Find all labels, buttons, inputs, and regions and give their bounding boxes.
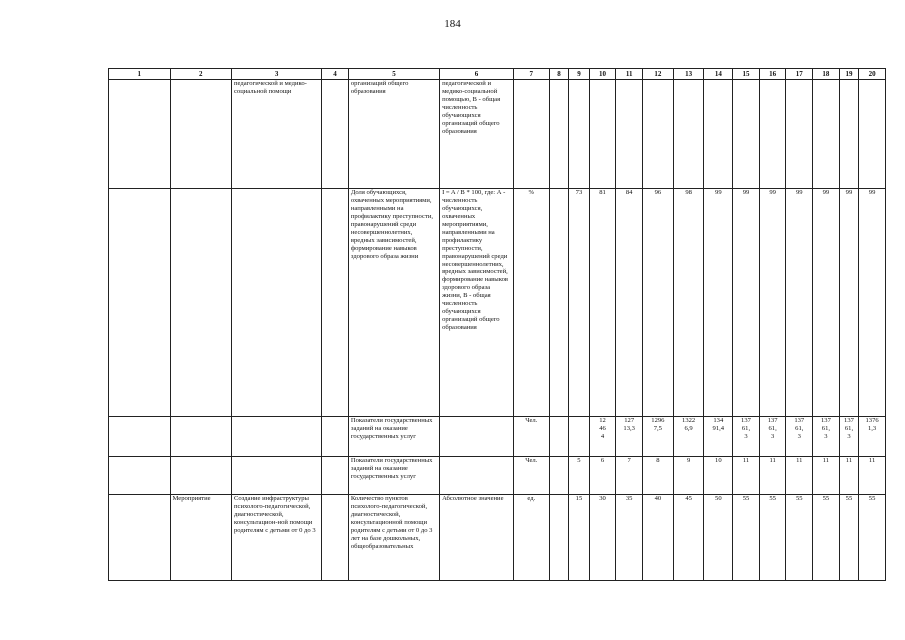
table-cell-c4	[322, 495, 349, 581]
value-cell: 99	[839, 189, 858, 417]
table-cell-c4	[322, 189, 349, 417]
value-cell	[704, 80, 733, 189]
value-cell: 1322 6,9	[673, 417, 704, 457]
table-cell-c5: Количество пунктов психолого-педагогической, диагностической, консультационной помощи родителям с детьми от 0 до 3 лет на базе дошкольных, общеобразовательных	[348, 495, 439, 581]
value-cell	[549, 457, 568, 495]
table-body	[109, 80, 886, 581]
value-cell: 73	[569, 189, 590, 417]
table-cell-c2	[170, 457, 232, 495]
value-cell: 11	[786, 457, 813, 495]
col-header: 20	[859, 69, 886, 80]
value-cell: 11	[813, 457, 840, 495]
table-cell-c1	[109, 495, 171, 581]
table-cell-c5: организаций общего образования	[348, 80, 439, 189]
value-cell: 55	[759, 495, 786, 581]
col-header: 17	[786, 69, 813, 80]
value-cell	[786, 80, 813, 189]
value-cell: 81	[589, 189, 616, 417]
value-cell: 15	[569, 495, 590, 581]
table-cell-c1	[109, 417, 171, 457]
table-cell-c4	[322, 417, 349, 457]
value-cell: 55	[733, 495, 760, 581]
col-header: 15	[733, 69, 760, 80]
col-header: 9	[569, 69, 590, 80]
table-cell-c4	[322, 80, 349, 189]
value-cell: 55	[839, 495, 858, 581]
header-row	[109, 69, 886, 80]
value-cell: 1296 7,5	[642, 417, 673, 457]
value-cell: 99	[704, 189, 733, 417]
col-header: 6	[440, 69, 514, 80]
value-cell	[859, 80, 886, 189]
value-cell: 137 61, 3	[813, 417, 840, 457]
value-cell: 10	[704, 457, 733, 495]
value-cell	[616, 80, 643, 189]
value-cell: 8	[642, 457, 673, 495]
indicator-table	[108, 68, 886, 581]
col-header: 18	[813, 69, 840, 80]
col-header: 11	[616, 69, 643, 80]
value-cell: 40	[642, 495, 673, 581]
col-header: 8	[549, 69, 568, 80]
table-cell-c1	[109, 457, 171, 495]
value-cell: 9	[673, 457, 704, 495]
value-cell	[733, 80, 760, 189]
value-cell: 11	[733, 457, 760, 495]
table-cell-c6	[440, 457, 514, 495]
value-cell: 1376 1,3	[859, 417, 886, 457]
value-cell: 99	[813, 189, 840, 417]
col-header: 1	[109, 69, 171, 80]
value-cell	[642, 80, 673, 189]
value-cell	[813, 80, 840, 189]
value-cell	[549, 417, 568, 457]
value-cell: 99	[733, 189, 760, 417]
value-cell: 98	[673, 189, 704, 417]
table-cell-c6: I = A / B * 100, где: А - численность обучающихся, охваченных мероприятиями, направленными на профилактику преступности, правонарушений среди несовершеннолетних, вредных зависимостей, формирование навыков здорового образа жизни, В - общая численность обучающихся организаций общего образования	[440, 189, 514, 417]
value-cell: 137 61, 3	[733, 417, 760, 457]
value-cell	[549, 80, 568, 189]
table-cell-c2: Мероприятие	[170, 495, 232, 581]
value-cell: 127 13,3	[616, 417, 643, 457]
value-cell: 55	[859, 495, 886, 581]
unit-cell: %	[513, 189, 549, 417]
unit-cell: Чел.	[513, 457, 549, 495]
table-cell-c2	[170, 417, 232, 457]
table-row	[109, 417, 886, 457]
col-header: 2	[170, 69, 232, 80]
value-cell: 55	[813, 495, 840, 581]
value-cell: 45	[673, 495, 704, 581]
value-cell	[673, 80, 704, 189]
value-cell: 99	[859, 189, 886, 417]
table-cell-c5: Доля обучающихся, охваченных мероприятиями, направленными на профилактику преступности, правонарушений среди несовершеннолетних, вредных зависимостей, формирование навыков здорового образа жизни	[348, 189, 439, 417]
value-cell	[549, 189, 568, 417]
table-cell-c1	[109, 80, 171, 189]
table-cell-c1	[109, 189, 171, 417]
value-cell	[589, 80, 616, 189]
value-cell: 6	[589, 457, 616, 495]
table-cell-c6	[440, 417, 514, 457]
table-cell-c3	[232, 189, 322, 417]
value-cell	[839, 80, 858, 189]
table-row	[109, 80, 886, 189]
value-cell: 99	[759, 189, 786, 417]
table-cell-c5: Показатели государственных заданий на оказание государственных услуг	[348, 417, 439, 457]
col-header: 19	[839, 69, 858, 80]
value-cell: 30	[589, 495, 616, 581]
col-header: 12	[642, 69, 673, 80]
col-header: 7	[513, 69, 549, 80]
value-cell: 11	[859, 457, 886, 495]
col-header: 3	[232, 69, 322, 80]
unit-cell	[513, 80, 549, 189]
value-cell: 11	[839, 457, 858, 495]
unit-cell: ед.	[513, 495, 549, 581]
value-cell: 99	[786, 189, 813, 417]
table-cell-c6: Абсолютное значение	[440, 495, 514, 581]
value-cell: 11	[759, 457, 786, 495]
value-cell: 137 61, 3	[786, 417, 813, 457]
value-cell: 55	[786, 495, 813, 581]
col-header: 5	[348, 69, 439, 80]
value-cell	[569, 80, 590, 189]
value-cell: 50	[704, 495, 733, 581]
page-number: 184	[444, 18, 461, 30]
table-row	[109, 457, 886, 495]
value-cell: 137 61, 3	[759, 417, 786, 457]
table-cell-c3	[232, 417, 322, 457]
value-cell: 35	[616, 495, 643, 581]
value-cell	[569, 417, 590, 457]
value-cell	[759, 80, 786, 189]
table-cell-c3	[232, 457, 322, 495]
col-header: 13	[673, 69, 704, 80]
table-cell-c3: Создание инфраструктуры психолого-педагогической, диагностической, консультацион-ной помощи родителям с детьми от 0 до 3	[232, 495, 322, 581]
unit-cell: Чел.	[513, 417, 549, 457]
table-cell-c5: Показатели государственных заданий на оказание государственных услуг	[348, 457, 439, 495]
value-cell: 7	[616, 457, 643, 495]
table-cell-c2	[170, 80, 232, 189]
table-row	[109, 495, 886, 581]
table-cell-c2	[170, 189, 232, 417]
col-header: 16	[759, 69, 786, 80]
col-header: 10	[589, 69, 616, 80]
col-header: 14	[704, 69, 733, 80]
table-cell-c6: педагогической и медико-социальной помощью, В - общая численность обучающихся организаций общего образования	[440, 80, 514, 189]
value-cell	[549, 495, 568, 581]
table-cell-c4	[322, 457, 349, 495]
col-header: 4	[322, 69, 349, 80]
value-cell: 134 91,4	[704, 417, 733, 457]
value-cell: 5	[569, 457, 590, 495]
value-cell: 96	[642, 189, 673, 417]
value-cell: 84	[616, 189, 643, 417]
table-row	[109, 189, 886, 417]
value-cell: 137 61, 3	[839, 417, 858, 457]
value-cell: 12 46 4	[589, 417, 616, 457]
table-cell-c3: педагогической и медико-социальной помощи	[232, 80, 322, 189]
